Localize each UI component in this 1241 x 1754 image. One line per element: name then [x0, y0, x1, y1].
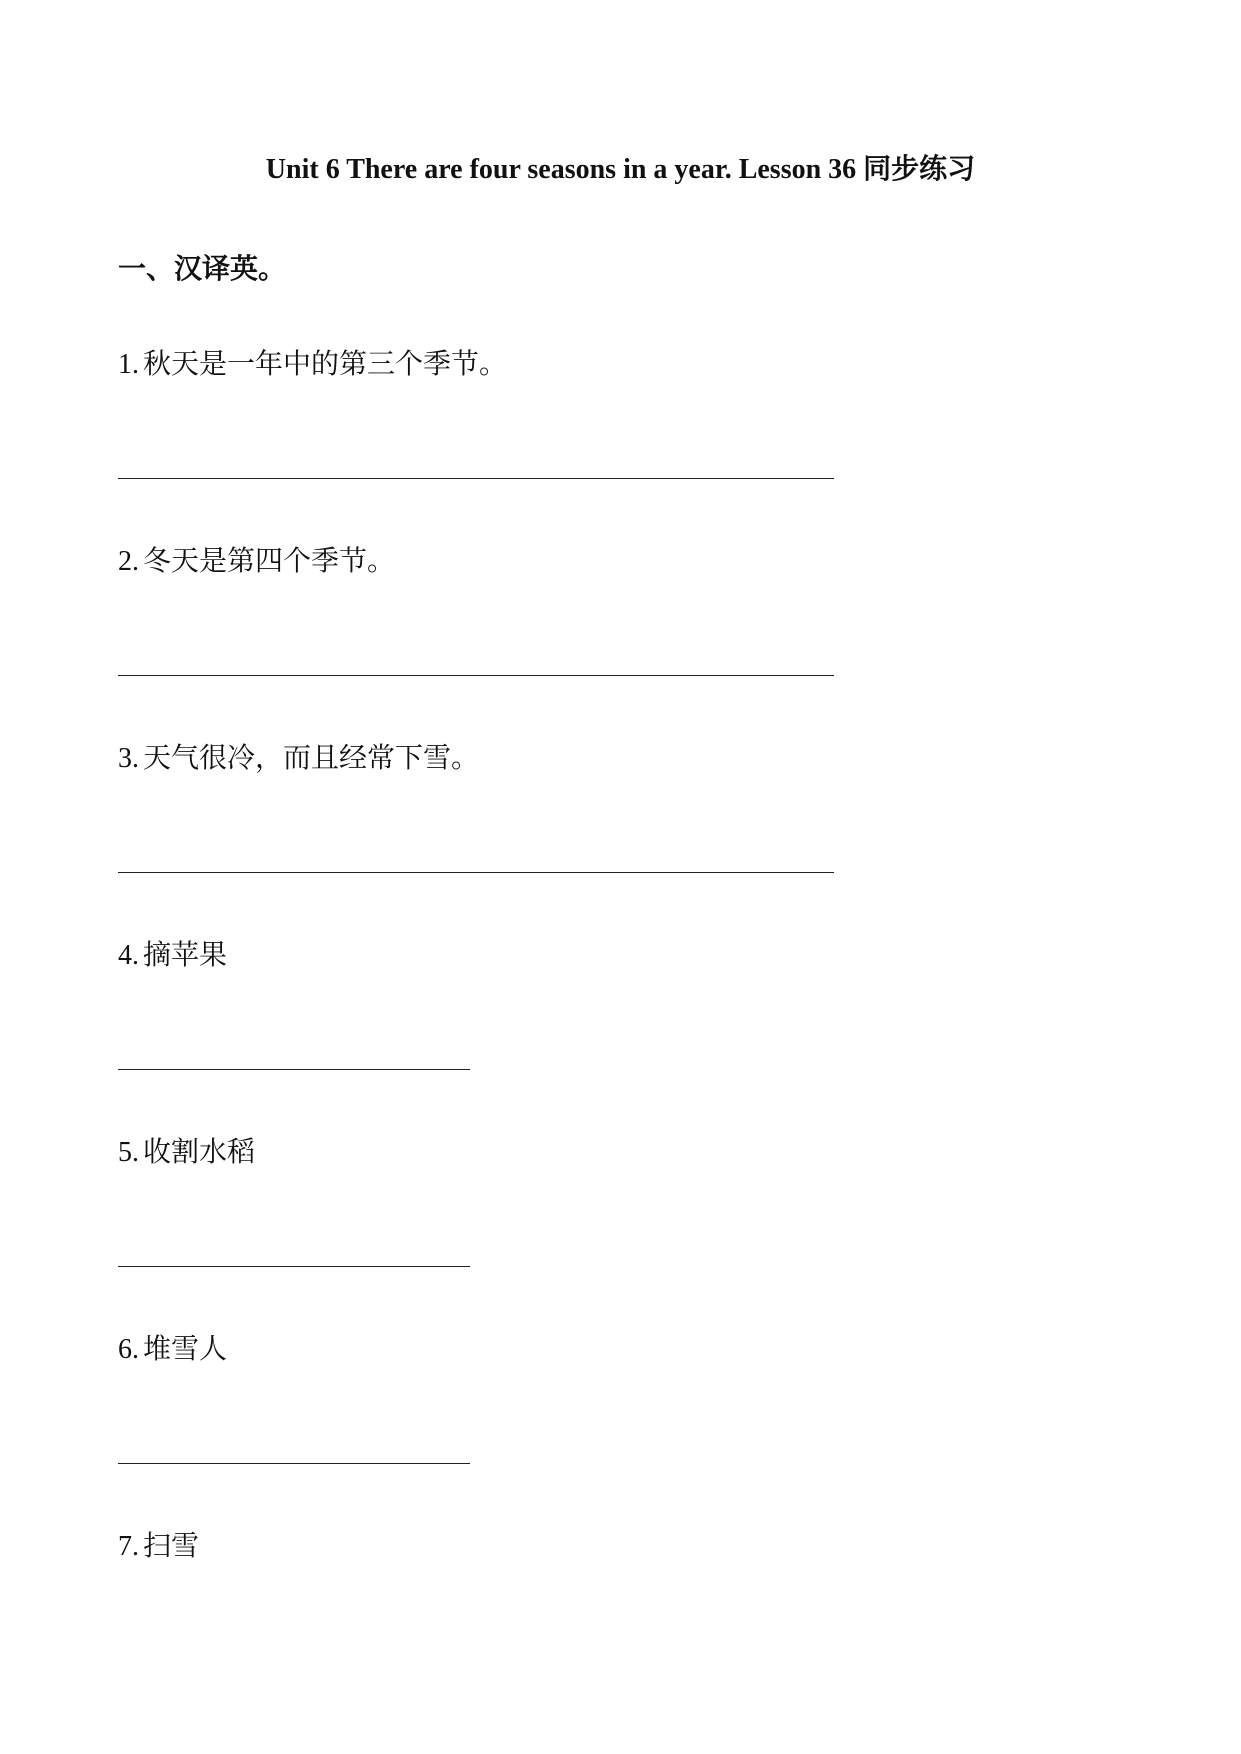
answer-line-4[interactable]: [118, 1069, 470, 1070]
question-number: 7.: [118, 1531, 139, 1562]
question-text: 收割水稻: [143, 1137, 256, 1168]
question-7: [118, 1527, 199, 1567]
question-3: [118, 739, 479, 779]
question-text: 堆雪人: [143, 1334, 228, 1365]
question-text: 摘苹果: [143, 940, 228, 971]
question-number: 3.: [118, 743, 139, 774]
question-text: 秋天是一年中的第三个季节。: [143, 349, 508, 380]
answer-line-5[interactable]: [118, 1266, 470, 1267]
answer-line-2[interactable]: [118, 675, 834, 676]
question-number: 6.: [118, 1334, 139, 1365]
question-5: [118, 1133, 255, 1173]
question-6: [118, 1330, 227, 1370]
question-1: [118, 345, 507, 385]
question-number: 5.: [118, 1137, 139, 1168]
question-number: 4.: [118, 940, 139, 971]
question-number: 1.: [118, 349, 139, 380]
question-text: 扫雪: [143, 1531, 200, 1562]
question-4: [118, 936, 227, 976]
question-text: 天气很冷，而且经常下雪。: [143, 743, 480, 774]
question-number: 2.: [118, 546, 139, 577]
page-title: Unit 6 There are four seasons in a year. Lesson 36 同步练习: [265, 154, 976, 185]
section-heading: 一、汉译英。: [118, 254, 287, 285]
answer-line-1[interactable]: [118, 478, 834, 479]
answer-line-6[interactable]: [118, 1463, 470, 1464]
answer-line-3[interactable]: [118, 872, 834, 873]
question-text: 冬天是第四个季节。: [143, 546, 396, 577]
question-2: [118, 542, 395, 582]
